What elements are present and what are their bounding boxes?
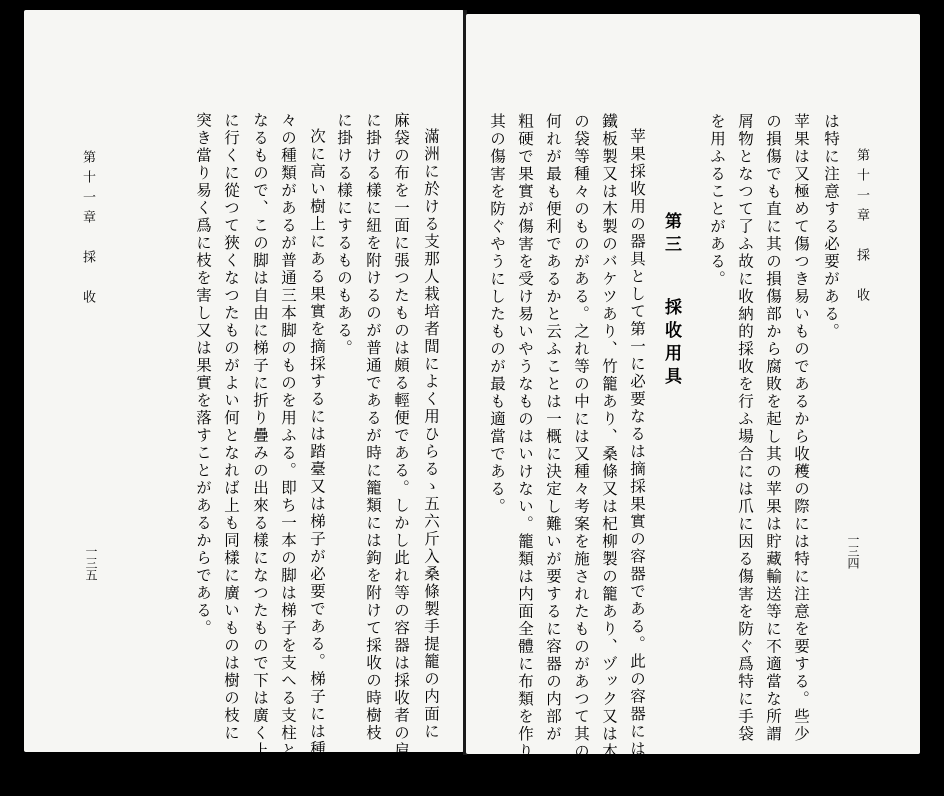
left-body-column-1: 滿洲に於ける支那人栽培者間によく用ひらるゝ五六斤入桑條製手提籠の内面に — [422, 128, 440, 741]
section-title: 採收用具 — [661, 298, 681, 390]
left-running-header: 第十一章 採 收 — [80, 150, 95, 310]
left-body-column-7: なるもので、この脚は自由に梯子に折り疊みの出來る樣になつたもので下は廣く上 — [251, 112, 269, 760]
right-running-header: 第十一章 採 收 — [854, 148, 869, 308]
right-section-column-6: 其の傷害を防ぐやうにしたものが最も適當である。 — [488, 113, 506, 516]
left-page-number: 一三五 — [84, 545, 98, 581]
right-section-column-3: の袋等種々のものがある。之れ等の中には又種々考案を施されたものがあつて其の — [572, 113, 590, 761]
left-body-column-2: 麻袋の布を一面に張つたものは頗る輕便である。しかし此れ等の容器は採收者の肩 — [392, 112, 410, 760]
left-body-column-3: に掛ける樣に紐を附けるのが普通であるが時に籠類には鉤を附けて採收の時樹枝 — [364, 112, 382, 742]
section-heading — [660, 212, 682, 390]
left-body-column-6: 々の種類があるが普通三本脚のものを用ふる。即ち一本の脚は梯子を支へる支柱と — [279, 112, 297, 760]
left-body-column-4: に掛ける樣にするものもある。 — [335, 112, 353, 357]
left-body-column-5: 次に高い樹上にある果實を摘採するには踏臺又は梯子が必要である。梯子には種 — [308, 128, 326, 758]
right-body-column-2: 苹果は又極めて傷つき易いものであるから收穫の際には特に注意を要する。些少 — [792, 113, 810, 743]
left-body-column-9: 突き當り易く爲に枝を害し又は果實を落すことがあるからである。 — [194, 112, 212, 637]
right-section-column-1: 苹果採收用の器具として第一に必要なるは摘採果實の容器である。此の容器には — [628, 128, 646, 758]
right-page-number: 一三四 — [846, 533, 860, 569]
right-section-column-5: 粗硬で果實が傷害を受け易いやうなものはいけない。籠類は内面全體に布類を作り — [516, 113, 534, 761]
right-body-column-3: の損傷でも直に其の損傷部から腐敗を起し其の苹果は貯藏輸送等に不適當な所謂 — [764, 113, 782, 743]
right-section-column-4: 何れが最も便利であるかと云ふことは一概に決定し難いが要するに容器の内部が — [544, 113, 562, 743]
section-number: 第三 — [661, 212, 681, 258]
right-body-column-4: 屑物となつて了ふ故に收納的採收を行ふ場合には爪に因る傷害を防ぐ爲特に手袋 — [736, 113, 754, 743]
right-body-column-5: を用ふることがある。 — [708, 113, 726, 288]
left-body-column-8: に行くに從つて狹くなつたものがよい何となれば上も同樣に廣いものは樹の枝に — [222, 112, 240, 742]
right-body-column-1: は特に注意する必要がある。 — [822, 113, 840, 341]
right-section-column-2: 鐵板製又は木製のバケツあり、竹籠あり、桑條又は杞柳製の籠あり、ヅック又は木綿製 — [600, 113, 618, 796]
